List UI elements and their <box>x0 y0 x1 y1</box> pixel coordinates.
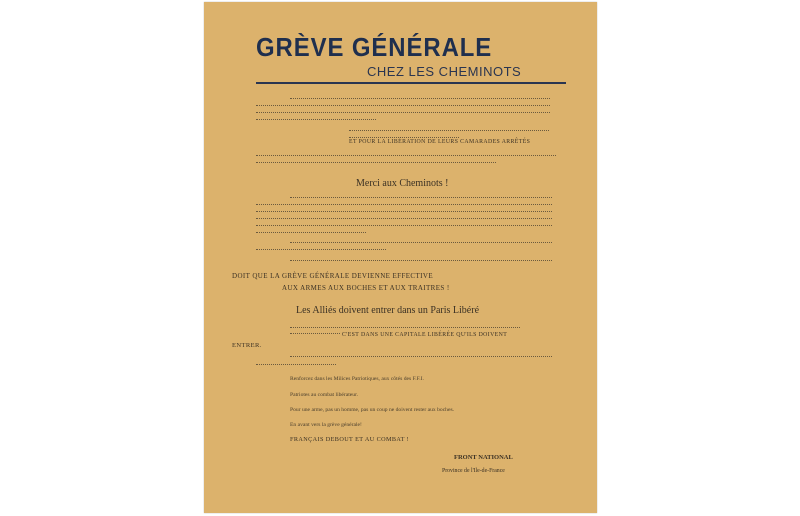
text-line <box>256 204 552 205</box>
heading-allies: Les Alliés doivent entrer dans un Paris Libéré <box>296 305 480 316</box>
text-line <box>256 249 386 250</box>
heading-merci: Merci aux Cheminots ! <box>356 178 449 189</box>
demand-liberation: ET POUR LA LIBÉRATION DE LEURS CAMARADES ARRÊTÉS <box>349 139 531 145</box>
text-line <box>256 232 366 233</box>
arms-line: Pour une arme, pas un homme, pas un coup ne doivent rester aux boches. <box>290 407 455 413</box>
poster-subtitle: CHEZ LES CHEMINOTS <box>367 64 522 79</box>
text-line <box>256 218 552 219</box>
text-line <box>256 225 552 226</box>
text-line <box>256 155 556 156</box>
arms-call: AUX ARMES AUX BOCHES ET AUX TRAITRES ! <box>282 284 450 292</box>
text-line <box>290 356 552 357</box>
poster-title: GRÈVE GÉNÉRALE <box>256 32 493 62</box>
text-line <box>290 98 550 99</box>
signature-province: Province de l'Ile-de-France <box>442 468 505 474</box>
text-line <box>256 112 550 113</box>
text-line <box>256 211 552 212</box>
text-line <box>256 364 336 365</box>
text-line <box>349 137 459 138</box>
text-line <box>290 327 520 328</box>
text-line <box>290 333 340 334</box>
word-entrer: ENTRER. <box>232 342 262 349</box>
poster-sheet <box>204 2 597 513</box>
capital-call: C'EST DANS UNE CAPITALE LIBÉRÉE QU'ILS DOIVENT <box>342 332 508 338</box>
text-line <box>256 105 550 106</box>
signature-front-national: FRONT NATIONAL <box>454 454 513 461</box>
title-underline <box>256 82 566 84</box>
text-line <box>290 197 552 198</box>
patriots-line: Patriotes au combat libérateur. <box>290 392 359 398</box>
text-line <box>256 162 496 163</box>
strike-call: DOIT QUE LA GRÈVE GÉNÉRALE DEVIENNE EFFECTIVE <box>232 272 434 280</box>
text-line <box>256 119 376 120</box>
strike-line: En avant vers la grève générale! <box>290 422 362 428</box>
rally-line: FRANÇAIS DEBOUT ET AU COMBAT ! <box>290 436 410 443</box>
text-line <box>349 130 549 131</box>
text-line <box>290 260 552 261</box>
text-line <box>290 242 552 243</box>
ffi-line: Renforcez dans les Milices Patriotiques, aux côtés des F.F.I. <box>290 376 424 382</box>
